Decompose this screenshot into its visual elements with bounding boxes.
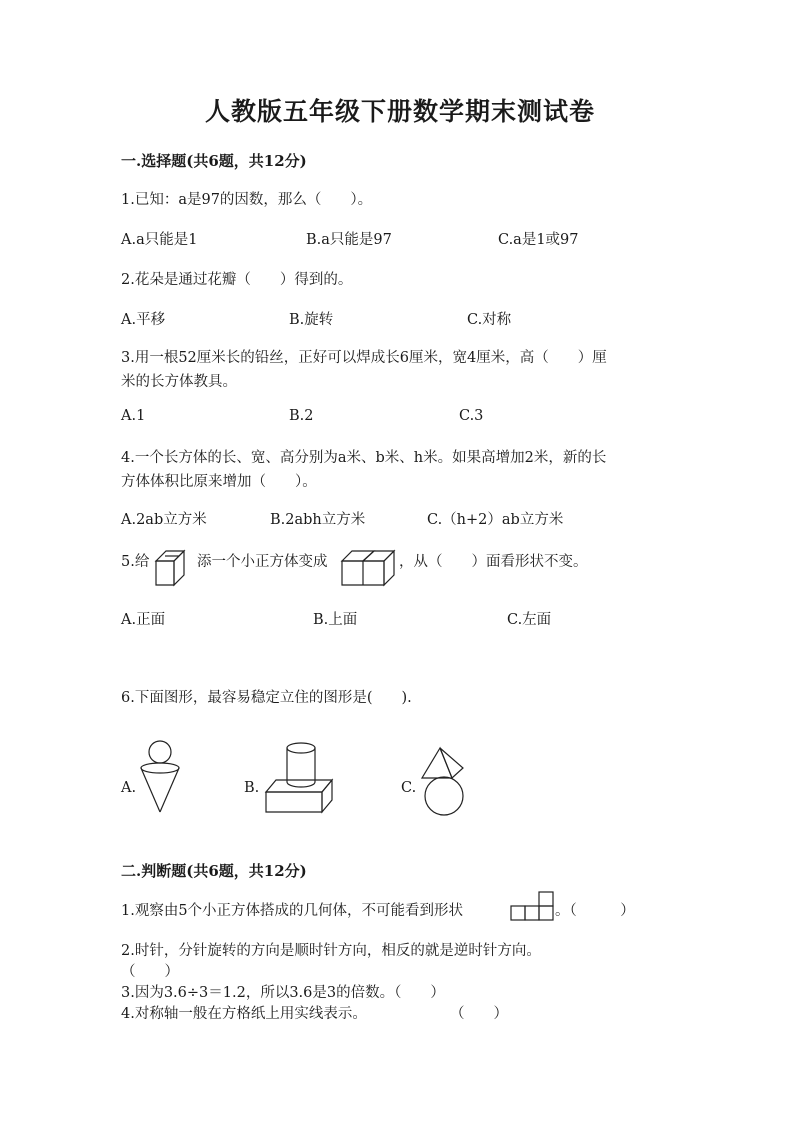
question-1-6: 6.下面图形，最容易稳定立住的图形是( ). [121,690,412,706]
q1-2-option-b: B.旋转 [289,312,334,328]
q1-5-option-a: A.正面 [121,612,166,628]
question-1-4-line2: 方体体积比原来增加（ ）。 [121,474,317,490]
question-1-5-part1: 5.给 [121,554,150,570]
question-1-2: 2.花朵是通过花瓣（ ）得到的。 [121,272,353,288]
q1-5-option-c: C.左面 [507,612,552,628]
q1-3-option-a: A.1 [121,408,146,424]
q1-1-option-c: C.a是1或97 [498,232,579,248]
judgement-4-paren: （ ） [450,1006,508,1022]
q1-1-option-b: B.a只能是97 [306,232,392,248]
q1-6-option-b: B. [244,780,260,796]
section-1-heading: 一.选择题(共6题，共12分) [121,152,307,170]
q1-6-option-c: C. [401,780,417,796]
question-1-3-line1: 3.用一根52厘米长的铅丝，正好可以焊成长6厘米，宽4厘米，高（ ）厘 [121,350,607,366]
question-1-5-part3: ，从（ ）面看形状不变。 [399,554,588,570]
q1-1-option-a: A.a只能是1 [121,232,198,248]
block-view-shape [508,890,556,924]
judgement-4: 4.对称轴一般在方格纸上用实线表示。 [121,1006,367,1022]
question-1-5-part2: 添一个小正方体变成 [197,554,328,570]
q1-4-option-a: A.2ab立方米 [121,512,207,528]
cone-with-ball-figure [138,738,186,816]
judgement-1-paren: 。（ ） [555,903,635,919]
pyramid-on-ball-figure [418,744,470,818]
two-cube-figure [152,545,194,587]
judgement-2-line2: （ ） [121,964,179,980]
q1-2-option-c: C.对称 [467,312,512,328]
question-1-1: 1.已知：a是97的因数，那么（ ）。 [121,192,373,208]
three-cube-figure [338,545,398,587]
q1-5-option-b: B.上面 [313,612,358,628]
question-1-3-line2: 米的长方体教具。 [121,374,237,390]
judgement-2-line1: 2.时针，分针旋转的方向是顺时针方向，相反的就是逆时针方向。 [121,943,541,959]
q1-4-option-b: B.2abh立方米 [270,512,366,528]
section-2-heading: 二.判断题(共6题，共12分) [121,862,307,880]
q1-2-option-a: A.平移 [121,312,166,328]
judgement-3: 3.因为3.6÷3＝1.2，所以3.6是3的倍数。（ ） [121,985,445,1001]
cylinder-on-box-figure [263,740,337,814]
q1-6-option-a: A. [121,780,137,796]
page-title: 人教版五年级下册数学期末测试卷 [204,97,595,126]
q1-4-option-c: C.（h+2）ab立方米 [427,512,564,528]
judgement-1: 1.观察由5个小正方体搭成的几何体，不可能看到形状 [121,903,464,919]
q1-3-option-b: B.2 [289,408,314,424]
q1-3-option-c: C.3 [459,408,484,424]
question-1-4-line1: 4.一个长方体的长、宽、高分别为a米、b米、h米。如果高增加2米，新的长 [121,450,607,466]
